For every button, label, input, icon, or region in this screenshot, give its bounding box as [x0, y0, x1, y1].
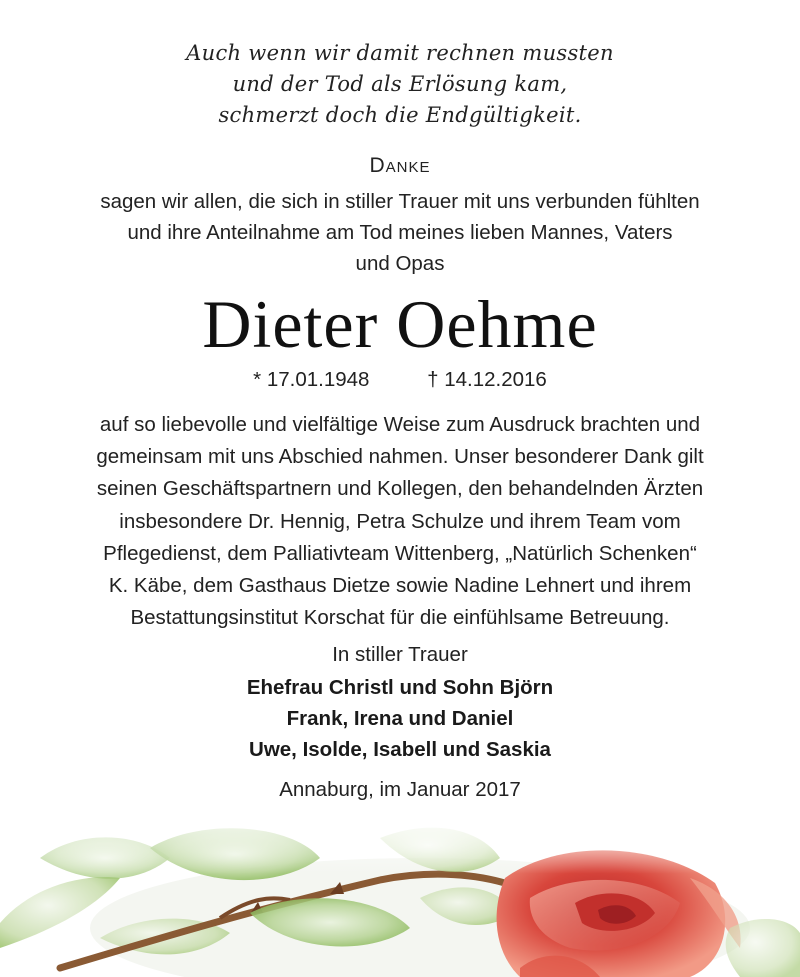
place-and-date: Annaburg, im Januar 2017 [279, 778, 521, 801]
thanks-body [0, 409, 800, 634]
body-line: auf so liebevolle und vielfältige Weise zum Ausdruck brachten und [99, 413, 701, 436]
birth-date: * 17.01.1948 [253, 368, 370, 391]
rose-illustration [0, 818, 800, 977]
mourner-line: Uwe, Isolde, Isabell und Saskia [249, 738, 551, 761]
body-line: insbesondere Dr. Hennig, Petra Schulze und ihrem Team vom [119, 509, 681, 533]
body-line: Bestattungsinstitut Korschat für die einfühlsame Betreuung. [130, 606, 670, 630]
thanks-heading-text: Danke [369, 154, 431, 177]
life-dates [0, 366, 800, 394]
motto-line: schmerzt doch die Endgültigkeit. [218, 103, 582, 127]
motto-line: Auch wenn wir damit rechnen mussten [186, 41, 614, 65]
mourner-line: Frank, Irena und Daniel [286, 707, 514, 730]
deceased-name: Dieter Oehme [202, 286, 598, 362]
death-date: † 14.12.2016 [427, 368, 547, 391]
motto-line: und der Tod als Erlösung kam, [232, 72, 568, 96]
mourner-line: Ehefrau Christl und Sohn Björn [246, 676, 554, 699]
thanks-heading [0, 152, 800, 180]
body-line: K. Käbe, dem Gasthaus Dietze sowie Nadine Lehnert und ihrem [108, 574, 692, 598]
intro-line: sagen wir allen, die sich in stiller Trauer mit uns verbunden fühlten [100, 190, 700, 213]
motto-verse [0, 38, 800, 131]
mourning-label: In stiller Trauer [332, 643, 468, 666]
body-line: gemeinsam mit uns Abschied nahmen. Unser besonderer Dank gilt [96, 445, 704, 469]
body-line: Pflegedienst, dem Palliativteam Wittenberg, „Natürlich Schenken“ [103, 541, 697, 565]
intro-line: und ihre Anteilnahme am Tod meines lieben Mannes, Vaters [127, 221, 673, 244]
body-line: seinen Geschäftspartnern und Kollegen, den behandelnden Ärzten [96, 477, 704, 501]
mourners-list [0, 672, 800, 765]
intro-line: und Opas [355, 252, 445, 275]
thanks-intro [0, 186, 800, 279]
